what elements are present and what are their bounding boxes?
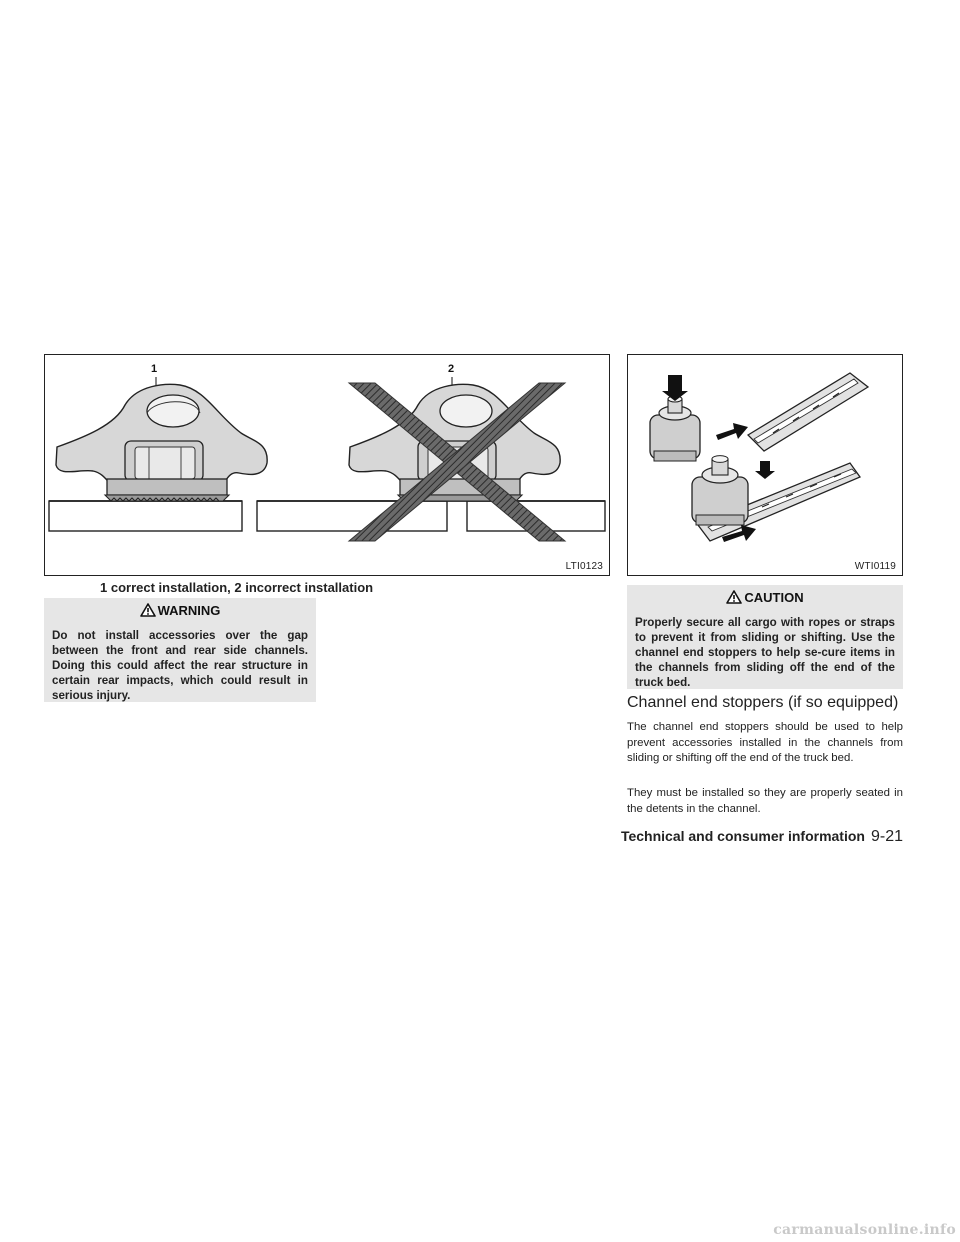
tie-down-incorrect (257, 384, 605, 531)
caution-box (627, 585, 903, 689)
page-number: 9-21 (870, 828, 903, 845)
warning-header (52, 598, 308, 622)
warning-box (44, 598, 316, 702)
channel-upper (748, 373, 868, 451)
tie-down-correct (49, 384, 267, 531)
figure-code: WTI0119 (854, 561, 896, 572)
end-stopper-lower (692, 456, 748, 525)
warning-title: WARNING (157, 602, 221, 618)
end-stopper-upper (650, 396, 700, 461)
warning-triangle-icon (726, 590, 742, 604)
watermark: carmanualsonline.info (773, 1222, 956, 1238)
caution-header (635, 585, 895, 609)
caution-title: CAUTION (744, 589, 804, 605)
callout-2: 2 (448, 363, 455, 375)
callout-1: 1 (151, 363, 158, 375)
end-stopper-figure (627, 354, 903, 576)
figure-caption: 1 correct installation, 2 incorrect installation (100, 580, 374, 595)
installation-illustration (45, 355, 611, 577)
section-paragraph: The channel end stoppers should be used to help prevent accessories installed in the channels from sliding or shifting off the end of the truck bed. (627, 721, 903, 764)
page-footer (621, 828, 903, 846)
warning-text: Do not install accessories over the gap between the front and rear side channels. Doing this could affect the rear structure in certain rear impacts, which could result in serious injury. (52, 629, 308, 702)
footer-section-title: Technical and consumer information (620, 828, 865, 844)
warning-triangle-icon (140, 603, 156, 617)
installation-figure (44, 354, 610, 576)
caution-text: Properly secure all cargo with ropes or straps to prevent it from sliding or shifting. Use the channel end stoppers to help se-cure items in the channels from sliding off the end of the truck bed. (635, 616, 895, 689)
end-stopper-illustration (628, 355, 904, 577)
section-title: Channel end stoppers (if so equipped) (627, 694, 899, 711)
figure-code: LTI0123 (565, 561, 603, 572)
section-paragraph: They must be installed so they are properly seated in the detents in the channel. (627, 787, 903, 815)
